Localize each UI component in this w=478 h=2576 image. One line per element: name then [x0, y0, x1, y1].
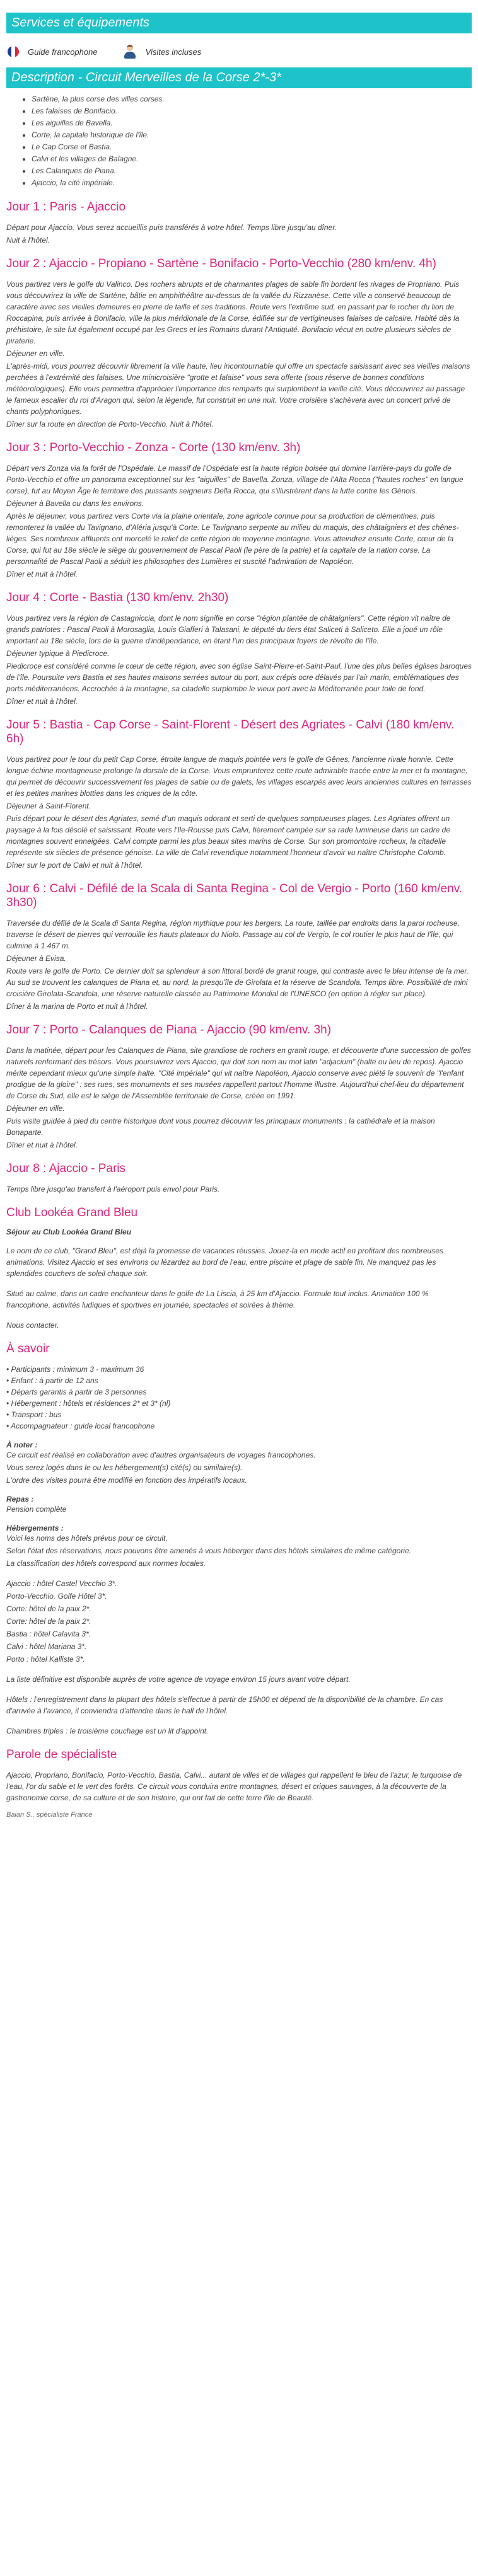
day-title: Jour 8 : Ajaccio - Paris [6, 1162, 126, 1175]
service-guide-label: Guide francophone [28, 47, 98, 57]
hebergement-line: Selon l'état des réservations, nous pouvons être amenés à vous héberger dans des hôtels similaires de même catégorie. [6, 1546, 411, 1555]
service-guide [8, 46, 98, 57]
day-paragraph: Vous partirez vers la région de Castagniccia, dont le nom signifie en corse "région plantée de châtaigniers". Cette région vit naître de grands patriotes : Pascal Paoli à Morosaglia, Louis Giafferi à Talasani, le député du tiers état Saliceti à Saliceto. Elle a joué un rôle important au 18e siècle, lors de la guerre d'indépendance, en étant l'un des principaux foyers de révolte de l'île. [6, 614, 451, 645]
day-paragraph: Piedicroce est considéré comme le cœur de cette région, avec son église Saint-Pierre-et-Saint-Paul, l'une des plus belles églises baroques de l'île. Poursuite vers Bastia et ses hautes maisons serrées autour du port, aux crépis ocre délavés par l'air marin, emblématiques des ports méditerranéens. Accrochée à la montagne, sa citadelle surplombe le vieux port avec la Méditerranée pour toile de fond. [6, 662, 472, 693]
service-visits-label: Visites incluses [145, 47, 202, 57]
day-title: Jour 2 : Ajaccio - Propiano - Sartène - Bonifacio - Porto-Vecchio (280 km/env. 4h) [6, 257, 436, 270]
hotel-line: Bastia : hôtel Calavita 3*. [6, 1630, 91, 1638]
day-paragraph: Nuit à l'hôtel. [6, 236, 50, 244]
day-paragraph: Dîner à la marina de Porto et nuit à l'hôtel. [6, 1002, 148, 1011]
specialist-text: Ajaccio, Propriano, Bonifacio, Porto-Vecchio, Bastia, Calvi... autant de villes et de villages qui rappellent le bleu de l'azur, le turquoise de l'eau, l'or du sable et le vert des forêts. Ce circuit vous conduira entre montagnes, désert et criques sauvages, à la découverte de la gastronomie corse, de sa culture et de son histoire, qui ont fait de cette terre l'île de Beauté. [6, 1771, 462, 1802]
day-paragraph: Puis visite guidée à pied du centre historique dont vous pourrez découvrir les principaux monuments : la cathédrale et la maison Bonaparte. [6, 1117, 435, 1137]
list-item: • Les falaises de Bonifacio. [32, 105, 472, 117]
list-item: • Sartène, la plus corse des villes corses. [32, 93, 472, 105]
specialist-title: Parole de spécialiste [6, 1748, 117, 1761]
description-section-title: Description - Circuit Merveilles de la Corse 2*-3* [6, 67, 472, 88]
asavoir-bullets [6, 1364, 472, 1432]
day-paragraph: Départ vers Zonza via la forêt de l'Ospédale. Le massif de l'Ospédale est la haute région boisée qui domine l'arrière-pays du golfe de Porto-Vecchio et offre un panorama exceptionnel sur les "aiguilles" de Bavella. Zonza, village de l'Alta Rocca ("hautes roches" en langue corse), fut au Moyen Âge le territoire des puissants seigneurs Della Rocca, qui s'illustrèrent dans la lutte contre les Génois. [6, 464, 463, 495]
hotel-line: Calvi : hôtel Mariana 3*. [6, 1642, 87, 1651]
day-paragraph: Départ pour Ajaccio. Vous serez accueillis puis transférés à votre hôtel. Temps libre jusqu'au dîner. [6, 223, 337, 232]
list-item: • Les Calanques de Piana. [32, 165, 472, 177]
day-title: Jour 6 : Calvi - Défilé de la Scala di Santa Regina - Col de Vergio - Porto (160 km/env. 3h30) [6, 882, 463, 909]
day-paragraph: Dîner et nuit à l'hôtel. [6, 1141, 78, 1149]
hotel-line: Corte: hôtel de la paix 2*. [6, 1604, 91, 1613]
day-paragraph: Après le déjeuner, vous partirez vers Corte via la plaine orientale, zone agricole connue pour sa production de clémentines, puis remonterez la vallée du Tavignano, d'Aléria jusqu'à Corte. Le Tavignano serpente au milieu du maquis, des châtaigniers et des chênes-lièges. Ses nombreux affluents ont morcelé le relief de cette région de moyenne montagne. Vous atteindrez ensuite Corte, cœur de la Corse, qui fut au 18e siècle le siège du gouvernement de Pascal Paoli (le père de la patrie) et la capitale de la nation corse. La personnalité de Pascal Paoli a séduit les philosophes des Lumières et suscité l'admiration de Napoléon. [6, 512, 459, 566]
asavoir-title: À savoir [6, 1342, 50, 1355]
club-paragraph: Situé au calme, dans un cadre enchanteur dans le golfe de La Liscia, à 25 km d'Ajaccio. Formule tout inclus. Animation 100 % francophone, activités ludiques et sportives en journée, spectacles et soirées à thème. [6, 1289, 429, 1309]
day-title: Jour 1 : Paris - Ajaccio [6, 200, 126, 214]
list-item: • Les aiguilles de Bavella. [32, 117, 472, 129]
extra-info: Chambres triples : le troisième couchage est un lit d'appoint. [6, 1727, 209, 1735]
day-paragraph: Dîner et nuit à l'hôtel. [6, 570, 78, 578]
extra-info: La liste définitive est disponible auprès de votre agence de voyage environ 15 jours avant votre départ. [6, 1675, 351, 1684]
club-note: Nous contacter. [6, 1321, 59, 1330]
note-line: Vous serez logés dans le ou les hébergement(s) cité(s) ou similaire(s). [6, 1463, 243, 1472]
list-item: • Ajaccio, la cité impériale. [32, 177, 472, 189]
day-paragraph: Déjeuner en ville. [6, 1104, 65, 1113]
day-paragraph: Route vers le golfe de Porto. Ce dernier doit sa splendeur à son littoral bordé de granit rouge, qui contraste avec le bleu intense de la mer. Au sud se trouvent les calanques de Piana et, au nord, la presqu'île de Girolata et la réserve de Scandola. Temps libre. Possibilité de mini croisière Girolata-Scandola, une réserve naturelle classée au Patrimoine Mondial de l'UNESCO (en option à régler sur place). [6, 967, 469, 998]
day-paragraph: Vous partirez vers le golfe du Valinco. Des rochers abrupts et de charmantes plages de sable fin bordent les rivages de Propriano. Puis vous découvrirez la ville de Sartène, bâtie en amphithéâtre au-dessus de la vallée du Rizzanèse. Cette ville a conservé beaucoup de caractère avec ses vieilles demeures en pierre de taille et ses traditions. Route vers l'extrême sud, en passant par le rocher du lion de Roccapina, puis arrivée à Bonifacio, ville la plus méridionale de la Corse, édifiée sur de vertigineuses falaises de calcaire. Habité dès la préhistoire, le site fut également occupé par les Grecs et les Romains durant l'Antiquité. Bonifacio vécut en outre plusieurs siècles de piraterie. [6, 280, 460, 345]
club-paragraph: Le nom de ce club, "Grand Bleu", est déjà la promesse de vacances réussies. Jouez-la en mode actif en profitant des nombreuses animations. Visitez Ajaccio et ses environs ou lézardez au bord de l'eau, entre piscine et plage de sable fin. Ne manquez pas les splendides couchers de soleil chaque soir. [6, 1246, 443, 1278]
club-title: Club Lookéa Grand Bleu [6, 1206, 138, 1219]
repas-label: Repas : [6, 1495, 34, 1504]
day-title: Jour 3 : Porto-Vecchio - Zonza - Corte (130 km/env. 3h) [6, 441, 301, 454]
day-paragraph: Dîner et nuit à l'hôtel. [6, 697, 78, 706]
list-item: • Le Cap Corse et Bastia. [32, 141, 472, 153]
note-line: Ce circuit est réalisé en collaboration avec d'autres organisateurs de voyages francophones. [6, 1451, 316, 1459]
club-subtitle: Séjour au Club Lookéa Grand Bleu [6, 1228, 132, 1236]
day-paragraph: Traversée du défilé de la Scala di Santa Regina, région mythique pour les bergers. La route, taillée par endroits dans la paroi rocheuse, traverse le désert de pierres qui verrouille les hauts plateaux du Niolo. Passage au col de Vergio, le col routier le plus haut de l'île, qui culmine à 1 467 m. [6, 919, 460, 950]
services-list [6, 38, 472, 67]
day-paragraph: Déjeuner à Saint-Florent. [6, 802, 91, 810]
hotel-line: Corte: hôtel de la paix 2*. [6, 1617, 91, 1626]
hotel-line: Porto : hôtel Kalliste 3*. [6, 1655, 85, 1664]
list-item: • Départs garantis à partir de 3 personnes [6, 1388, 147, 1396]
day-title: Jour 5 : Bastia - Cap Corse - Saint-Florent - Désert des Agriates - Calvi (180 km/env. 6h) [6, 718, 455, 745]
note-line: L'ordre des visites pourra être modifié en fonction des impératifs locaux. [6, 1476, 247, 1485]
day-paragraph: Vous partirez pour le tour du petit Cap Corse, étroite langue de maquis pointée vers le golfe de Gênes, l'ancienne rivale honnie. Cette longue échine montagneuse prolonge la dorsale de la Corse. Vous emprunterez cette route admirable tracée entre la mer et la montagne, qui permet de découvrir successivement les plages de sable ou de galets, les villages escarpés avec leurs anciennes cultures en terrasses et les petites marines blotties dans les criques de la côte. [6, 755, 472, 798]
highlights-list [6, 93, 472, 189]
hotel-line: Porto-Vecchio. Golfe Hôtel 3*. [6, 1592, 107, 1601]
day-paragraph: Déjeuner en ville. [6, 349, 65, 358]
extra-info: Hôtels : l'enregistrement dans la plupart des hôtels s'effectue à partir de 15h00 et dépend de la disponibilité de la chambre. En cas d'arrivée à l'avance, il conviendra d'attendre dans le hall de l'hôtel. [6, 1695, 443, 1715]
guide-person-icon [123, 45, 137, 59]
day-title: Jour 4 : Corte - Bastia (130 km/env. 2h30) [6, 591, 229, 604]
list-item: • Transport : bus [6, 1410, 62, 1419]
day-paragraph: Déjeuner typique à Piedicroce. [6, 649, 110, 658]
service-visits [123, 45, 202, 59]
hebergement-line: La classification des hôtels correspond aux normes locales. [6, 1559, 206, 1568]
repas-value: Pension complète [6, 1505, 67, 1514]
day-paragraph: Déjeuner à Evisa. [6, 954, 66, 963]
list-item: • Accompagnateur : guide local francophone [6, 1422, 155, 1430]
specialist-signature: Baian S., spécialiste France [6, 1811, 93, 1819]
day-paragraph: L'après-midi, vous pourrez découvrir librement la ville haute, lieu incontournable qui offre un spectacle saisissant avec ses vieilles maisons perchées à l'extrémité des falaises. Une minicroisière "grotte et falaise" vous sera offerte (sous réserve de bonnes conditions météorologiques). Elle vous permettra d'apprécier l'importance des remparts qui surplombent la vieille cité. Vous découvrirez au passage le fameux escalier du roi d'Aragon qui, selon la légende, fut construit en une nuit. Votre croisière s'achèvera avec un concert privé de chants polyphoniques. [6, 362, 470, 416]
day-paragraph: Puis départ pour le désert des Agriates, semé d'un maquis odorant et serti de quelques somptueuses plages. Les Agriates offrent un paysage à la fois désolé et saisissant. Route vers l'Ile-Rousse puis Calvi, fièrement campée sur sa rade lumineuse dans un cadre de montagnes souvent enneigées. Calvi compte parmi les plus beaux sites marins de Corse. Sur son promontoire rocheux, la citadelle représente six siècles de présence génoise. La ville de Calvi revendique notamment l'honneur d'avoir vu naître Christophe Colomb. [6, 814, 450, 857]
services-section-title: Services et équipements [6, 13, 472, 33]
itinerary [6, 200, 472, 1195]
day-paragraph: Déjeuner à Bavella ou dans les environs. [6, 499, 144, 508]
day-paragraph: Temps libre jusqu'au transfert à l'aéroport puis envol pour Paris. [6, 1185, 220, 1193]
day-paragraph: Dîner sur le port de Calvi et nuit à l'hôtel. [6, 861, 143, 870]
list-item: • Calvi et les villages de Balagne. [32, 153, 472, 165]
hebergement-label: Hébergements : [6, 1524, 64, 1532]
list-item: • Enfant : à partir de 12 ans [6, 1376, 98, 1385]
day-title: Jour 7 : Porto - Calanques de Piana - Ajaccio (90 km/env. 3h) [6, 1023, 332, 1037]
hotel-line: Ajaccio : hôtel Castel Vecchio 3*. [6, 1579, 117, 1588]
hebergement-line: Voici les noms des hôtels prévus pour ce circuit. [6, 1534, 168, 1543]
note-label: À noter : [6, 1440, 38, 1449]
list-item: • Hébergement : hôtels et résidences 2* et 3* (nl) [6, 1399, 171, 1408]
list-item: • Corte, la capitale historique de l'île. [32, 129, 472, 141]
list-item: • Participants : minimum 3 - maximum 36 [6, 1365, 144, 1374]
day-paragraph: Dîner sur la route en direction de Porto-Vecchio. Nuit à l'hôtel. [6, 420, 214, 428]
day-paragraph: Dans la matinée, départ pour les Calanques de Piana, site grandiose de rochers en granit rouge, et découverte d'une succession de golfes naturels renfermant des trésors. Vous poursuivrez vers Ajaccio, qui doit son nom au mot latin "adjacium" (halte ou lieu de repos). Ajaccio mérite cependant mieux qu'une simple halte. "Cité impériale" qui vit naître Napoléon, Ajaccio conserve avec piété le souvenir de "l'enfant prodigue de la gloire" : ses rues, ses monuments et ses musées rappellent partout l'homme illustre. Aujourd'hui chef-lieu du département de Corse du Sud, elle est le siège de l'Assemblée territoriale de Corse, créée en 1991. [6, 1046, 471, 1100]
french-flag-icon [8, 46, 19, 57]
